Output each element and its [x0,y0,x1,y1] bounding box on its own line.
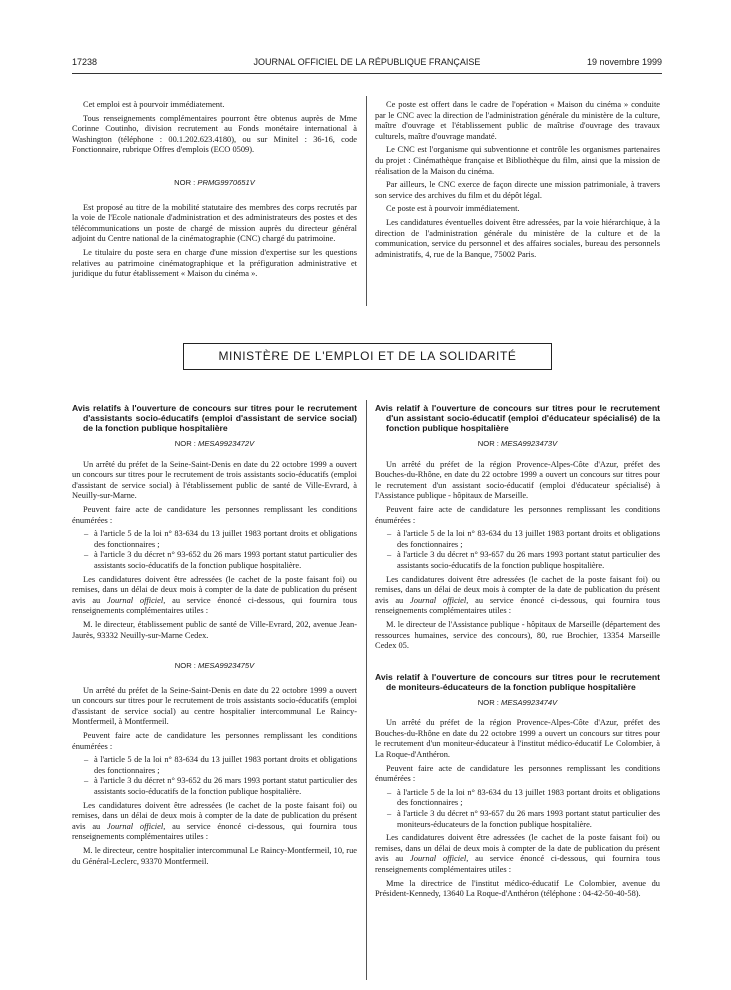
top-left-column [72,100,357,283]
nor-label: NOR : [174,661,196,671]
nor-code: PRMG9970651V [197,177,255,187]
text: Les candidatures doivent être adressées (le cachet de la poste faisant foi) ou remises, dans un délai de deux mois à compter de la date de publication du présent avis au [375,833,660,864]
nor-reference [375,439,660,450]
nor-code: MESA9923474V [501,697,558,707]
text: , au service énoncé ci-dessous, qui fournira tous renseignements complémentaires utiles : [375,595,660,616]
text: , au service énoncé ci-dessous, qui fournira tous renseignements complémentaires utiles : [72,595,357,616]
text: Les candidatures doivent être adressées (le cachet de la poste faisant foi) ou remises, dans un délai de deux mois à compter de la date de publication du présent avis au [72,574,357,605]
nor-reference [72,661,357,672]
paragraph [72,801,357,843]
paragraph: Un arrêté du préfet de la région Provence-Alpes-Côte d'Azur, préfet des Bouches-du-Rhône en date du 22 octobre 1999 a ouvert un concours sur titres pour le recrutement d'un moniteur-éducateur à l'institut médico-éducatif Le Colombier, à La Roque-d'Anthéron. [375,718,660,760]
nor-code: MESA9923472V [198,439,255,448]
list-item: – à l'article 5 de la loi n° 83-634 du 13 juillet 1983 portant droits et obligations des fonctionnaires ; [94,529,357,550]
issue-date: 19 novembre 1999 [586,57,662,67]
paragraph: M. le directeur, centre hospitalier intercommunal Le Raincy-Montfermeil, 10, rue du Général-Leclerc, 93370 Montfermeil. [72,846,357,866]
list-item: – à l'article 3 du décret n° 93-657 du 26 mars 1993 portant statut particulier des assistants socio-éducatifs de la fonction publique hospitalière. [397,550,660,571]
paragraph: Ce poste est offert dans le cadre de l'opération « Maison du cinéma » conduite par le CNC avec la direction de l'administration générale du ministère de la culture, maître d'ouvrage et l'établissement public de maîtrise d'ouvrage des travaux culturels, maître d'ouvrage mandaté. [375,100,660,141]
paragraph [72,575,357,617]
paragraph [375,833,660,875]
paragraph: Peuvent faire acte de candidature les personnes remplissant les conditions énumérées : [72,504,357,525]
paragraph: Ce poste est à pourvoir immédiatement. [386,204,520,214]
paragraph: M. le directeur, établissement public de santé de Ville-Evrard, 202, avenue Jean-Jaurès, 93332 Neuilly-sur-Marne Cedex. [72,619,357,640]
paragraph: Tous renseignements complémentaires pourront être obtenus auprès de Mme Corinne Coutinho, division recrutement au Fonds monétaire international à Washington (téléphone : 00.1.202.623.4180), ou sur Minitel : 36-16, code Fonctionnaire, rubrique Offres d'emplois (ECO 0509). [72,113,357,155]
paragraph: Cet emploi est à pourvoir immédiatement. [83,100,225,109]
list-item: – à l'article 5 de la loi n° 83-634 du 13 juillet 1983 portant droits et obligations des fonctionnaires ; [397,788,660,809]
text: , au service énoncé ci-dessous, qui fournira tous renseignements complémentaires utiles : [375,854,660,874]
left-column [72,403,357,870]
nor-code: MESA9923475V [198,661,255,671]
ministry-title: MINISTÈRE DE L'EMPLOI ET DE LA SOLIDARITÉ [183,343,552,370]
list-item: – à l'article 5 de la loi n° 83-634 du 13 juillet 1983 portant droits et obligations des fonctionnaires ; [397,529,660,550]
paragraph: M. le directeur de l'Assistance publique - hôpitaux de Marseille (département des ressources humaines, service des concours), 80, rue Brochier, 13354 Marseille Cedex 05. [375,619,660,651]
list-item: – à l'article 3 du décret n° 93-652 du 26 mars 1993 portant statut particulier des assistants socio-éducatifs de la fonction publique hospitalière. [94,776,357,797]
notice-heading: Avis relatif à l'ouverture de concours sur titres pour le recrutement d'un assistant socio-éducatif (emploi d'éducateur spécialisé) de la fonction publique hospitalière [375,403,660,433]
notice-heading: Avis relatif à l'ouverture de concours sur titres pour le recrutement de moniteurs-éducateurs de la fonction publique hospitalière [375,671,660,692]
text: , au service énoncé ci-dessous, qui fournira tous renseignements complémentaires utiles : [72,821,357,842]
page-number: 17238 [72,57,98,67]
nor-reference [375,698,660,709]
notice-heading: Avis relatifs à l'ouverture de concours sur titres pour le recrutement d'assistants socio-éducatifs (emploi d'assistant de service social) de la fonction publique hospitalière [72,403,357,433]
paragraph: Le CNC est l'organisme qui subventionne et contrôle les organismes partenaires du projet : Cinémathèque française et Bibliothèque du film, ainsi que la mission de réalisation de la Maison du cinéma. [375,145,660,176]
nor-label: NOR : [174,439,196,448]
paragraph: Est proposé au titre de la mobilité statutaire des membres des corps recrutés par la voie de l'Ecole nationale d'administration et des administrateurs des postes et des télécommunications un poste de chargé de mission auprès du directeur général adjoint du Centre national de la cinématographie (CNC) chargé du patrimoine. [72,202,357,244]
top-right-column [375,100,660,263]
text: Les candidatures doivent être adressées (le cachet de la poste faisant foi) ou remises, dans un délai de deux mois à compter de la date de publication du présent avis au [72,800,357,831]
paragraph: Par ailleurs, le CNC exerce de façon directe une mission patrimoniale, à travers son service des archives du film et du dépôt légal. [375,180,660,200]
paragraph: Peuvent faire acte de candidature les personnes remplissant les conditions énumérées : [375,504,660,525]
journal-officiel-ref: Journal officiel [107,821,164,831]
nor-label: NOR : [477,439,499,448]
paragraph: Peuvent faire acte de candidature les personnes remplissant les conditions énumérées : [375,763,660,784]
paragraph: Les candidatures éventuelles doivent être adressées, par la voie hiérarchique, à la direction de l'administration générale du ministère de la culture et de la communication, service du personnel et des affaires sociales, bureau des personnels administratifs, 4, rue de la Banque, 75002 Paris. [375,217,660,259]
page-header [72,54,662,72]
nor-reference [72,439,357,450]
nor-code: MESA9923473V [501,439,558,448]
paragraph: Un arrêté du préfet de la région Provence-Alpes-Côte d'Azur, préfet des Bouches-du-Rhône, en date du 22 octobre 1999 a ouvert un concours sur titres pour le recrutement d'un assistant socio-éducatif (emploi d'éducateur spécialisé) à l'Assistance publique - hôpitaux de Marseille. [375,459,660,501]
paragraph: Mme la directrice de l'institut médico-éducatif Le Colombier, avenue du Président-Kennedy, 13640 La Roque-d'Anthéron (téléphone : 04-42-50-40-58). [375,878,660,899]
conditions-list [375,788,660,830]
nor-reference [72,178,357,189]
journal-title: JOURNAL OFFICIEL DE LA RÉPUBLIQUE FRANÇAISE [253,57,481,67]
journal-officiel-ref: Journal officiel [410,854,467,864]
list-item: – à l'article 5 de la loi n° 83-634 du 13 juillet 1983 portant droits et obligations des fonctionnaires ; [94,755,357,776]
journal-officiel-ref: Journal officiel [107,595,164,605]
right-column [375,403,660,903]
paragraph: Un arrêté du préfet de la Seine-Saint-Denis en date du 22 octobre 1999 a ouvert un concours sur titres pour le recrutement de trois assistants socio-éducatifs (emploi d'assistant de service social) au centre hospitalier intercommunal Le Raincy-Montfermeil, à Montfermeil. [72,685,357,727]
nor-label: NOR : [477,697,499,707]
text: Les candidatures doivent être adressées (le cachet de la poste faisant foi) ou remises, dans un délai de deux mois à compter de la date de publication du présent avis au [375,574,660,605]
journal-officiel-ref: Journal officiel [410,595,467,605]
list-item: – à l'article 3 du décret n° 93-652 du 26 mars 1993 portant statut particulier des assistants socio-éducatifs de la fonction publique hospitalière. [94,550,357,571]
paragraph [375,575,660,617]
conditions-list [72,755,357,797]
header-rule [72,73,662,74]
conditions-list [375,529,660,571]
list-item: – à l'article 3 du décret n° 93-657 du 26 mars 1993 portant statut particulier des moniteurs-éducateurs de la fonction publique hospitalière. [397,809,660,830]
paragraph: Peuvent faire acte de candidature les personnes remplissant les conditions énumérées : [72,731,357,751]
paragraph: Un arrêté du préfet de la Seine-Saint-Denis en date du 22 octobre 1999 a ouvert un concours sur titres pour le recrutement de trois assistants socio-éducatifs (emploi d'assistant de service social) à l'établissement public de santé de Ville-Evrard, à Neuilly-sur-Marne. [72,459,357,501]
column-divider [366,400,367,980]
nor-label: NOR : [174,177,196,187]
column-divider [366,96,367,306]
conditions-list [72,529,357,571]
paragraph: Le titulaire du poste sera en charge d'une mission d'expertise sur les questions relatives au patrimoine cinématographique et la préfiguration administrative et juridique du futur établissement « Maison du cinéma ». [72,247,357,279]
